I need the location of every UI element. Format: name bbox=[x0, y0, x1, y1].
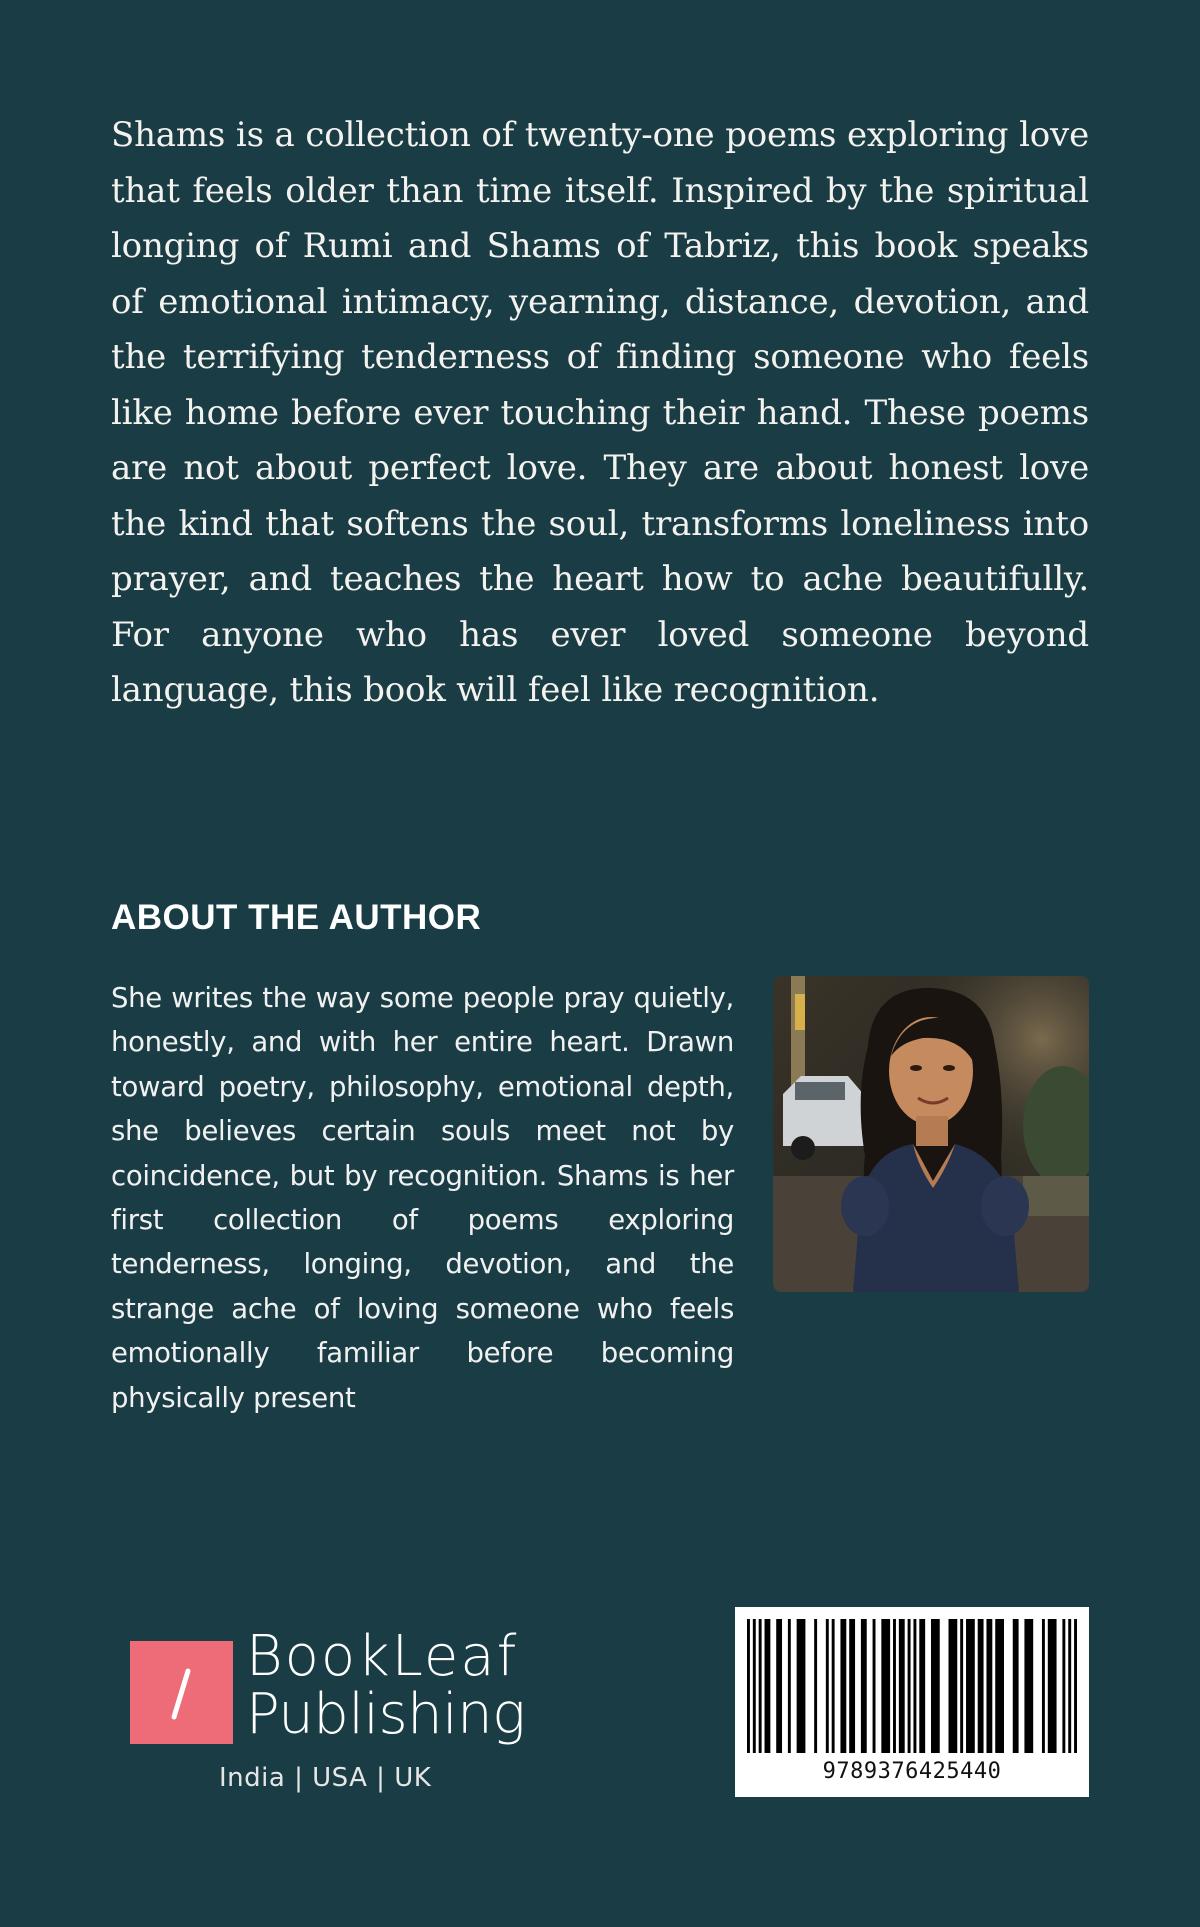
barcode-bar bbox=[978, 1619, 984, 1753]
barcode-bar bbox=[826, 1619, 829, 1753]
barcode-bar bbox=[814, 1619, 817, 1753]
barcode-bar bbox=[881, 1619, 890, 1753]
slash-icon bbox=[130, 1641, 233, 1744]
book-blurb: Shams is a collection of twenty-one poems exploring love that feels older than time itself. Inspired by the spiritual longing of Rumi and Shams of Tabriz, this book speaks of emotional intimacy, yearning, distance, devotion, and the terrifying tenderness of finding someone who feels like home before ever touching their hand. These poems are not about perfect love. They are about honest love the kind that softens the soul, transforms loneliness into prayer, and teaches the heart how to ache beautifully. For anyone who has ever loved someone beyond language, this book will feel like recognition. bbox=[111, 115, 1089, 710]
barcode-bar bbox=[861, 1619, 867, 1753]
barcode-bar bbox=[1024, 1619, 1033, 1753]
bookleaf-publishing-logo bbox=[130, 1624, 526, 1768]
barcode-bar bbox=[849, 1619, 855, 1753]
barcode-bar bbox=[1042, 1619, 1045, 1753]
author-photo bbox=[773, 976, 1089, 1292]
barcode-bar bbox=[995, 1619, 1004, 1753]
barcode-bar bbox=[759, 1619, 762, 1753]
barcode-bar bbox=[788, 1619, 791, 1753]
barcode-bar bbox=[966, 1619, 975, 1753]
barcode-bar bbox=[776, 1619, 782, 1753]
publisher-name-line2: Publishing bbox=[246, 1682, 526, 1747]
barcode-bar bbox=[1048, 1619, 1057, 1753]
publisher-name-line1: BookLeaf bbox=[246, 1624, 519, 1689]
about-author-heading: ABOUT THE AUTHOR bbox=[111, 898, 482, 937]
barcode-bar bbox=[960, 1619, 963, 1753]
barcode-bar bbox=[1013, 1619, 1019, 1753]
publisher-name bbox=[246, 1624, 526, 1747]
barcode-bar bbox=[840, 1619, 846, 1753]
barcode-bar bbox=[747, 1619, 750, 1753]
barcode-bar bbox=[753, 1619, 756, 1753]
barcode-bars bbox=[747, 1619, 1077, 1753]
barcode-bar bbox=[1074, 1619, 1077, 1753]
barcode-bar bbox=[913, 1619, 916, 1753]
isbn-number: 9789376425440 bbox=[822, 1759, 1002, 1784]
barcode-bar bbox=[797, 1619, 806, 1753]
barcode-bar bbox=[1062, 1619, 1065, 1753]
isbn-barcode bbox=[735, 1607, 1089, 1797]
author-bio: She writes the way some people pray quietly, honestly, and with her entire heart. Drawn toward poetry, philosophy, emotional depth, she believes certain souls meet not by coincidence, but by recognition. Shams is her first collection of poems exploring tenderness, longing, devotion, and the strange ache of loving someone who feels emotionally familiar before becoming physically present bbox=[111, 982, 734, 1414]
barcode-bar bbox=[1068, 1619, 1071, 1753]
barcode-bar bbox=[949, 1619, 958, 1753]
barcode-bar bbox=[919, 1619, 925, 1753]
barcode-bar bbox=[931, 1619, 940, 1753]
publisher-locations: India | USA | UK bbox=[219, 1763, 432, 1793]
barcode-bar bbox=[765, 1619, 771, 1753]
barcode-bar bbox=[832, 1619, 835, 1753]
barcode-bar bbox=[899, 1619, 905, 1753]
barcode-bar bbox=[908, 1619, 911, 1753]
barcode-bar bbox=[893, 1619, 896, 1753]
barcode-bar bbox=[873, 1619, 876, 1753]
barcode-bar bbox=[986, 1619, 992, 1753]
